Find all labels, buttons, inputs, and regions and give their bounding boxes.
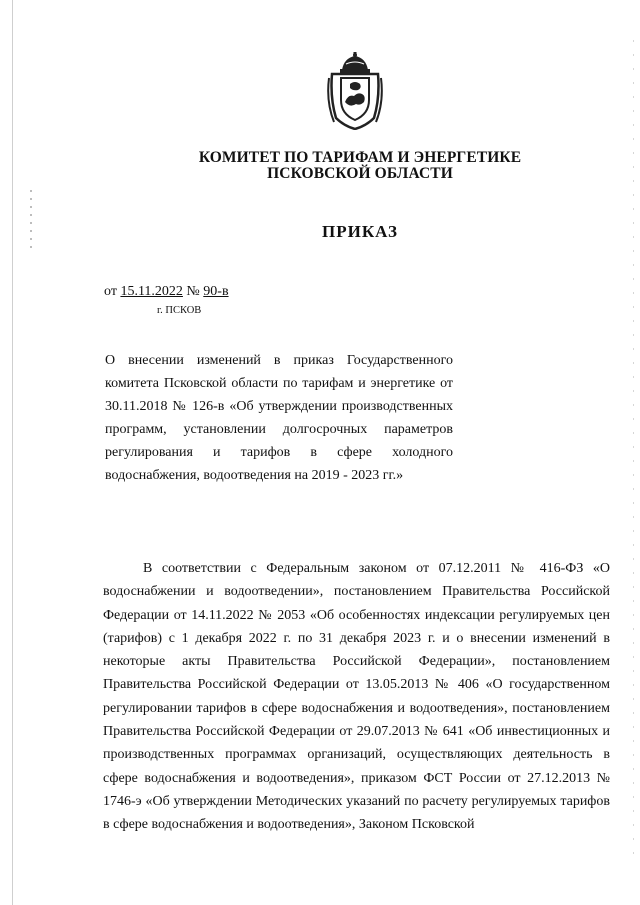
city-label: г. ПСКОВ bbox=[157, 305, 202, 316]
date-prefix: от bbox=[104, 284, 121, 299]
number-sign: № bbox=[182, 284, 204, 299]
committee-name-line2: ПСКОВСКОЙ ОБЛАСТИ bbox=[267, 165, 453, 182]
pskov-coat-of-arms-icon bbox=[326, 52, 384, 130]
scan-edge-line bbox=[12, 0, 13, 905]
order-date-line bbox=[104, 284, 229, 300]
order-title: ПРИКАЗ bbox=[322, 222, 398, 241]
order-body-text: В соответствии с Федеральным законом от 07.12.2011 № 416-ФЗ «О водоснабжении и водоотведении», постановлением Правительства Российской Федерации от 14.11.2022 № 2053 «Об особенностях индексации регулируемых цен (тарифов) с 1 декабря 2022 г. по 31 декабря 2023 г. и о внесении изменений в некоторые акты Правительства Российской Федерации», постановлением Правительства Российской Федерации от 13.05.2013 № 406 «О государственном регулировании тарифов в сфере водоснабжения и водоотведения», постановлением Правительства Российской Федерации от 29.07.2013 № 641 «Об инвестиционных и производственных программах организаций, осуществляющих деятельность в сфере водоснабжения и водоотведения», приказом ФСТ России от 27.12.2013 № 1746-э «Об утверждении Методических указаний по расчету регулируемых тарифов в сфере водоснабжения и водоотведения», Законом Псковской bbox=[103, 561, 610, 833]
order-date: 15.11.2022 bbox=[120, 284, 183, 299]
order-subject: О внесении изменений в приказ Государственного комитета Псковской области по тарифам и энергетике от 30.11.2018 № 126-в «Об утверждении производственных программ, установлении долгосрочных параметров регулирования и тарифов в сфере холодного водоснабжения, водоотведения на 2019 - 2023 гг.» bbox=[105, 353, 453, 483]
order-number: 90-в bbox=[203, 284, 229, 299]
committee-name-line1: КОМИТЕТ ПО ТАРИФАМ И ЭНЕРГЕТИКЕ bbox=[198, 149, 522, 166]
scan-noise-left bbox=[30, 190, 32, 250]
